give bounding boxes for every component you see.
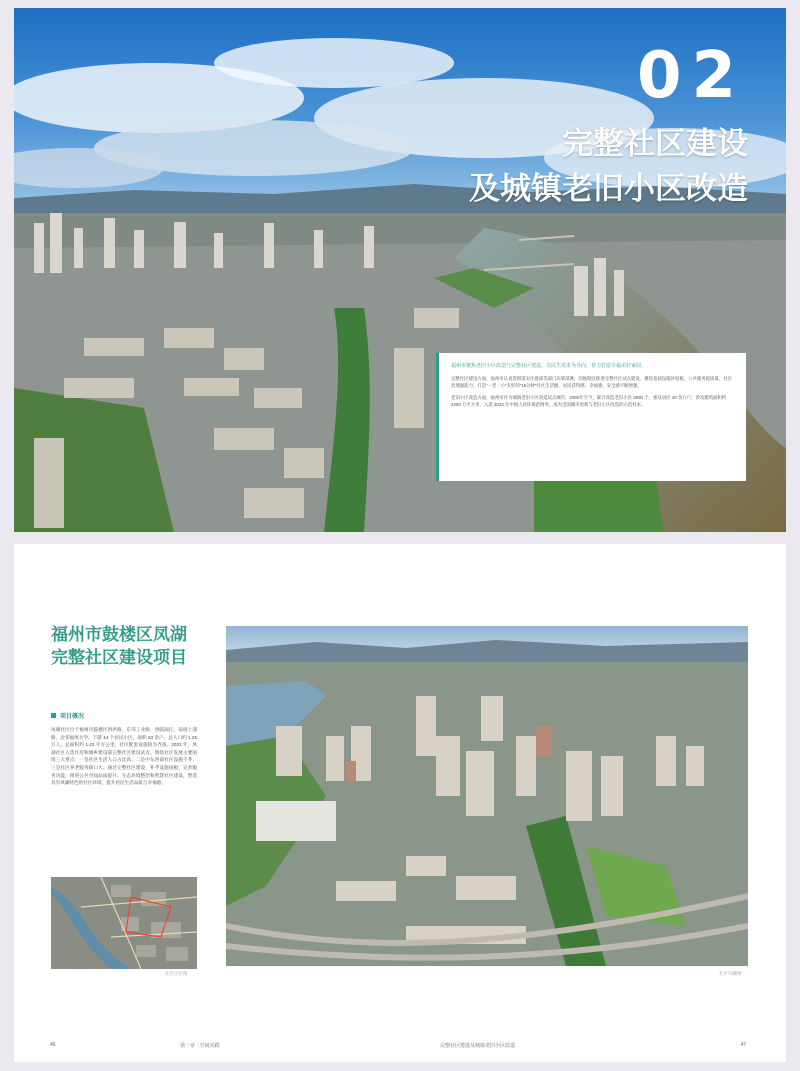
project-title-line1: 福州市鼓楼区凤湖: [51, 625, 187, 645]
page-number-right: 47: [740, 1042, 746, 1048]
project-page: [14, 544, 786, 1062]
page-number-left: 46: [50, 1042, 56, 1048]
overview-heading: [51, 711, 84, 720]
project-description: 凤湖社区位于福州市鼓楼区西洪路，东邻工业路，西临闽江，南接上浦路，北邻福州大学。下辖 14 个居民小区，面积 63 余户，总人口约 1.25 万人，总面积约 1.43 平方公里，社区配套设施较为齐备。2023 年，凤湖社区入选住房和城乡建设部完整社区建设试点。围绕社区发展主要困境三大难点：一是社区生活人口占比高；二是中东西部社区设施不齐；三是社区养老服务缺口大。通过完整社区建设，补齐设施短板，完善服务功能，推进公共空间品质提升、生态环境整治和智慧社区建设，塑造具有凤湖特色的社区环境，提升居民生活品质与幸福感。: [51, 727, 197, 786]
chapter-number: 02: [636, 39, 746, 113]
intro-paragraph: 完整社区建设方面，福州市认真贯彻落实住建部等部门决策部署，因地制宜推进完整社区试点建设，聚焦基础设施补短板、公共服务提质量、社区治理强能力，打造“一老一小”友好的“15分钟”社区生活圈，居民获得感、幸福感、安全感不断增强。: [451, 376, 733, 388]
chapter-title-line2: 及城镇老旧小区改造: [469, 171, 748, 207]
section-label-right: 完整社区建设及城镇老旧小区改造: [440, 1043, 516, 1049]
intro-paragraph: 老旧小区改造方面，福州市作为城镇老旧小区改造试点城市，2000年至今，累计改造老旧小区 2830 个，惠及居民 40 余万户，涉及建筑面积约 2200 万平方米，入选 2023 年中国人居环境范例奖，成为全国城市更新与老旧小区改造的示范样本。: [451, 395, 727, 407]
aerial-caption: 社区鸟瞰图: [719, 971, 742, 976]
community-aerial-image: [226, 626, 748, 966]
location-map-image: [51, 877, 197, 969]
intro-paragraph: 福州市聚焦老旧小区改造与完整社区建设，以民生需求为导向，着力打造幸福美好家园。: [451, 363, 647, 369]
chapter-cover-page: [14, 8, 786, 532]
chapter-intro-box: [436, 353, 746, 481]
overview-label: 项目概况: [60, 714, 85, 720]
section-marker-icon: [51, 713, 56, 718]
project-title-line2: 完整社区建设项目: [51, 647, 187, 668]
map-caption: 社区区位图: [165, 971, 188, 976]
project-title: [51, 624, 211, 670]
section-label-left: 第一章 · 空间实践: [180, 1043, 220, 1049]
chapter-title-line1: 完整社区建设: [562, 126, 748, 162]
